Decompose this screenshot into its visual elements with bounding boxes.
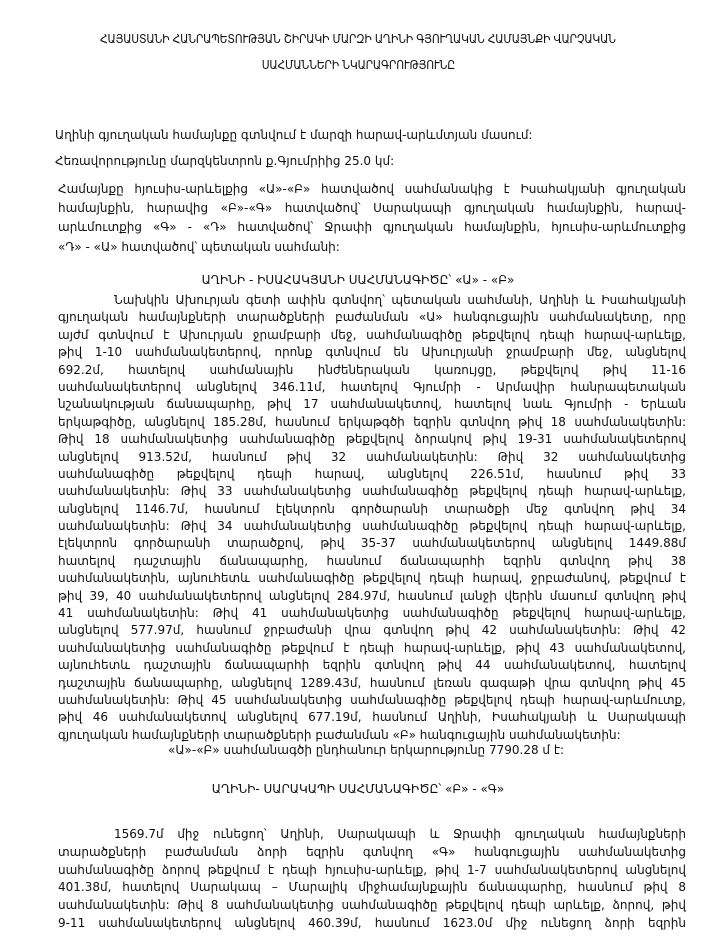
document-title-line-2	[0, 57, 716, 72]
text-line: այժմ գտնվում է Ախուրյան ջրամբարի մեջ, սահմանագիծը թեքվելով դեպի հարավ-արևելք,	[58, 327, 686, 342]
text-line: Համայնքը հյուսիս-արևելքից «Ա»-«Բ» հատվածով սահմանակից է Իսահակյանի գյուղական	[58, 182, 686, 196]
text-line: գյուղական համայնքների տարածքների բաժանման «Բ» հանգուցային սահմանակետին:	[58, 727, 621, 742]
text-line: անցնելով 577.97մ, հասնում ջրբաժանի վրա գտնվող թիվ 42 սահմանակետին: Թիվ 42	[58, 623, 686, 638]
text-line: անցնելով 913.52մ, հասնում թիվ 32 սահմանակետին: Թիվ 32 սահմանակետից	[58, 449, 686, 464]
text-line: երկաթգիծը, անցնելով 185.28մ, հասնում երկաթգծի եզրին գտնվող թիվ 18 սահմանակետին:	[58, 414, 686, 429]
section-1-heading: ԱՂԻՆԻ - ԻՍԱՀԱԿՅԱՆԻ ՍԱՀՄԱՆԱԳԻԾԸ՝ «Ա» - «Բ»	[201, 273, 515, 287]
text-line: 9-11 սահմանակետերով անցնելով 460.39մ, հասնում 1623.0մ միջ ունեցող ձորի եզրին	[58, 915, 686, 930]
section-1-paragraph	[58, 292, 686, 744]
text-line: սահմանակետին: Թիվ 8 սահմանակետից սահմանագիծը թեքվելով դեպի արևելք, ձորով, թիվ	[58, 898, 686, 913]
text-line: 1569.7մ միջ ունեցող՝ Աղինի, Սարակապի և Ջրափի գյուղական համայնքների	[114, 827, 686, 841]
document-title-line-1	[0, 31, 716, 46]
section-1-total-length: «Ա»-«Բ» սահմանագծի ընդհանուր երկարությունը 7790.28 մ է:	[168, 743, 565, 757]
section-2-heading: ԱՂԻՆԻ- ՍԱՐԱԿԱՊԻ ՍԱՀՄԱՆԱԳԻԾԸ՝ «Բ» - «Գ»	[211, 782, 505, 796]
title-text: ՀԱՅԱՍՏԱՆԻ ՀԱՆՐԱՊԵՏՈՒԹՅԱՆ ՇԻՐԱԿԻ ՄԱՐԶԻ ԱՂԻՆԻ ԳՅՈՒՂԱԿԱՆ ՀԱՄԱՅՆՔԻ ՎԱՐՉԱԿԱՆ	[100, 31, 616, 46]
text-line: այնուհետև դաշտային ճանապարհի եզրին գտնվող թիվ 44 սահմանակետով, հատելով	[58, 658, 686, 673]
text-line: սահմանակետից սահմանագիծը թեքվում է դեպի հարավ-արևելք, թիվ 43 սահմանակետով,	[58, 640, 686, 655]
text-line: 401.38մ, հատելով Սարակապ – Մարալիկ միջհամայնքային ճանապարհը, հասնում թիվ 8	[58, 880, 686, 895]
text-line: սահմանակետին: Թիվ 33 սահմանակետից սահմանագիծը թեքվելով դեպի հարավ-արևելք,	[58, 484, 686, 499]
text-line: սահմանակետերով անցնելով 346.11մ, հատելով Գյումրի - Արմավիր հանրապետական	[58, 379, 686, 394]
text-line: գյուղական համայնքների տարածքների բաժանման «Ա» հանգուցային սահմանակետը, որը	[58, 310, 686, 325]
text-line: արևմուտքից «Գ» - «Դ» հատվածով՝ Ջրափի գյուղական համայնքին, հյուսիս-արևմուտքից	[58, 220, 686, 235]
text-line: թիվ 39, 40 սահմանակետերով անցնելով 284.97մ, հասնում լանջի վերին մասում գտնվող թիվ	[58, 588, 686, 603]
text-line: էլեկտրոն գործարանի տարածքով, թիվ 35-37 սահմանակետերով անցնելով 1449.88մ	[58, 536, 686, 551]
text-line: սահմանակետին: Թիվ 34 սահմանակետից սահմանագիծը թեքվելով դեպի հարավ-արևելք,	[58, 519, 686, 534]
text-line: սահմանակետին: Թիվ 45 սահմանակետից սահմանագիծը թեքվելով դեպի հարավ-արևմուտք,	[58, 692, 686, 707]
text-line: հատելով դաշտային ճանապարհը, հասնում ճանապարհի եզրին գտնվող թիվ 38	[58, 553, 686, 568]
text-line: Թիվ 18 սահմանակետից սահմանագիծը թեքվելով ձորակով թիվ 19-31 սահմանակետերով	[58, 432, 686, 447]
text-line: թիվ 1-10 սահմանակետերով, որոնք գտնվում են Ախուրյանի ջրամբարի մեջ, անցնելով	[58, 345, 686, 360]
neighbors-paragraph	[58, 180, 686, 257]
text-line: համայնքին, հարավից «Բ»-«Գ» հատվածով՝ Սարակապի գյուղական համայնքին, հարավ-	[58, 201, 686, 216]
text-line: Նախկին Ախուրյան գետի ափին գտնվող՝ պետական սահմանի, Աղինի և Իսահակյանի	[114, 293, 686, 307]
distance-sentence: Հեռավորությունը մարզկենտրոն ք.Գյումրիից 25.0 կմ:	[55, 154, 395, 168]
title-text: ՍԱՀՄԱՆՆԵՐԻ ՆԿԱՐԱԳՐՈՒԹՅՈՒՆԸ	[261, 57, 455, 72]
location-sentence: Աղինի գյուղական համայնքը գտնվում է մարզի հարավ-արևմտյան մասում:	[55, 128, 533, 142]
text-line: սահմանագիծը ձորով թեքվում է դեպի հյուսիս-արևելք, թիվ 1-7 սահմանակետերով անցնելով	[58, 862, 686, 877]
text-line: սահմանակետին, այնուհետև սահմանագիծը թեքվելով դեպի հարավ, ջրբաժանով, թեքվում է	[58, 571, 686, 586]
text-line: դաշտային ճանապարհը, անցնելով 1289.43մ, հասնում լեռան գագաթի վրա գտնվող թիվ 45	[58, 675, 686, 690]
text-line: թիվ 46 սահմանակետով անցնելով 677.19մ, հասնում Աղինի, Իսահակյանի և Սարակապի	[58, 710, 686, 725]
text-line: 41 սահմանակետին: Թիվ 41 սահմանակետից սահմանագիծը թեքվելով հարավ-արևելք,	[58, 606, 686, 621]
text-line: տարածքների բաժանման ձորի եզրին գտնվող «Գ» հանգուցային սահմանակետից	[58, 844, 686, 859]
text-line: սահմանագիծը թեքվելով դեպի հարավ, անցնելով 226.51մ, հասնում թիվ 33	[58, 466, 686, 481]
text-line: անցնելով 1146.7մ, հասնում էլեկտրոն գործարանի տարածքի մեջ գտնվող թիվ 34	[58, 501, 686, 516]
text-line: «Դ» - «Ա» հատվածով՝ պետական սահմանի:	[58, 239, 340, 254]
text-line: 692.2մ, հատելով սահմանային ինժեներական կառույցը, թեքվելով թիվ 11-16	[58, 362, 686, 377]
section-2-paragraph	[58, 826, 686, 933]
text-line: նշանակության ճանապարհը, թիվ 17 սահմանակետով, հատելով նաև Գյումրի - Երևան	[58, 397, 686, 412]
